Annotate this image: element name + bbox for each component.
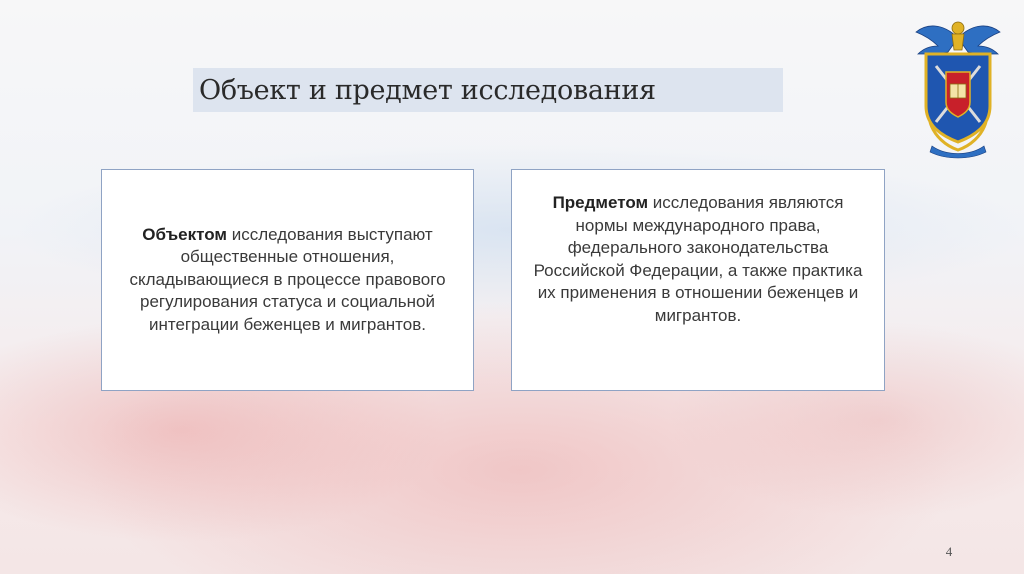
subject-card-body: исследования являются нормы международного права, федерального законодательства Российской Федерации, а также практика их применения в отношении беженцев и мигрантов. [533,193,863,325]
object-card-bold: Объектом [142,224,227,244]
title-bar [193,68,783,112]
slide-title: Объект и предмет исследования [199,74,656,106]
object-card-text [120,224,455,337]
emblem-wing-right [958,26,1000,54]
subject-card [511,169,885,391]
police-academy-emblem-icon [912,10,1004,160]
subject-card-text [528,192,868,327]
emblem-wing-left [916,26,958,54]
emblem-eagle-head [952,22,964,34]
page-number: 4 [945,544,953,559]
emblem-eagle-body [952,34,964,50]
emblem-ribbon [930,146,986,158]
subject-card-bold: Предметом [552,193,649,212]
object-card [101,169,474,391]
object-card-body: исследования выступают общественные отношения, складывающиеся в процессе правового регулирования статуса и социальной интеграции беженцев и мигрантов. [129,224,446,334]
